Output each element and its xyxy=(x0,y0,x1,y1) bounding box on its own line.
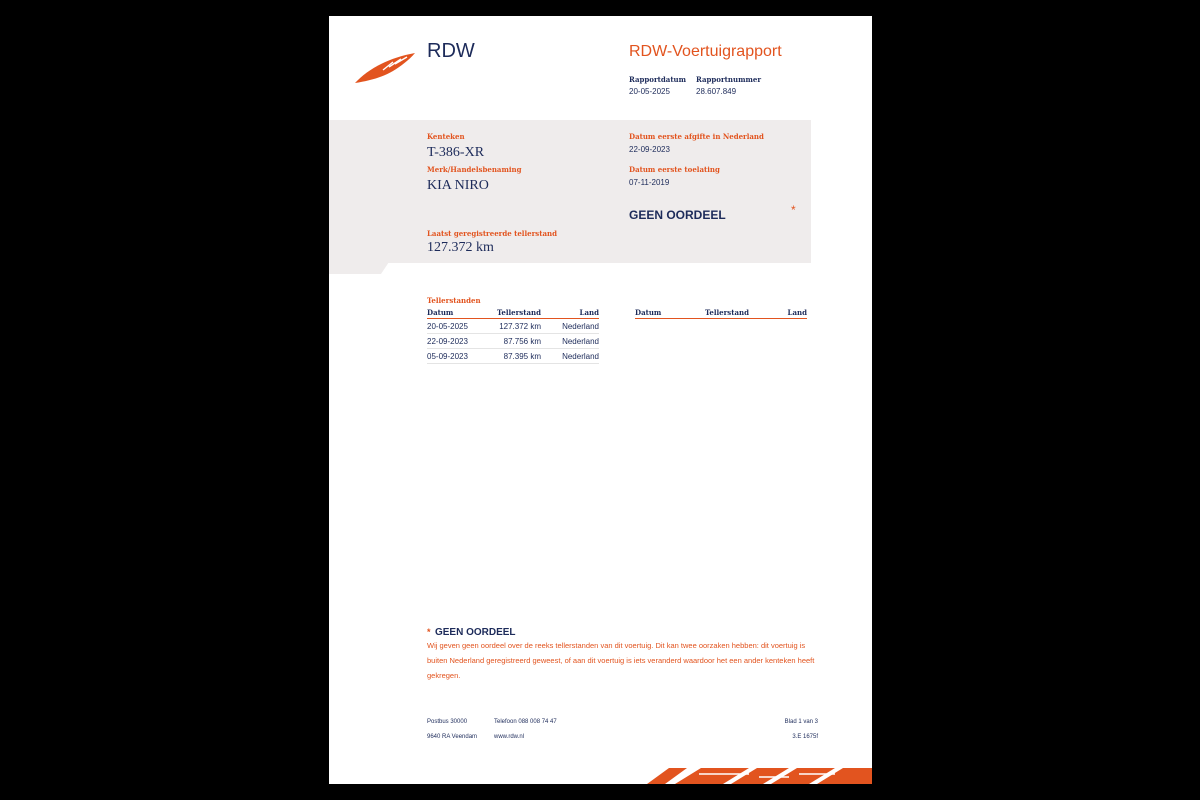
vehicle-summary-panel xyxy=(329,120,811,263)
make-label: Merk/Handelsbenaming xyxy=(427,165,522,174)
verdict-text: GEEN OORDEEL xyxy=(629,208,726,222)
footer-page-number: Blad 1 van 3 xyxy=(784,719,818,725)
row-country: Nederland xyxy=(541,319,599,334)
footnote-text: Wij geven geen oordeel over de reeks tellerstanden van dit voertuig. Dit kan twee oorzaken hebben: dit voertuig is buiten Nederland geregistreerd geweest, of aan dit voertuig is iets veranderd waardoor het een ander kenteken heeft gekregen. xyxy=(427,641,815,680)
table-header-row xyxy=(635,307,807,319)
column-header-reading: Tellerstand xyxy=(695,307,749,319)
brand-name: RDW xyxy=(427,40,475,62)
first-admission-value: 07-11-2019 xyxy=(629,178,670,187)
verdict-marker: * xyxy=(791,203,796,217)
report-number-label: Rapportnummer xyxy=(696,75,762,84)
footer-phone: Telefoon 088 008 74 47 xyxy=(494,719,557,725)
footnote-title: GEEN OORDEEL xyxy=(434,627,516,638)
table-row xyxy=(427,319,599,334)
panel-notch-shape xyxy=(329,262,389,274)
footnote-marker: * xyxy=(427,627,431,637)
column-header-reading: Tellerstand xyxy=(487,307,541,319)
column-header-country: Land xyxy=(749,307,807,319)
report-date-label: Rapportdatum xyxy=(629,75,687,84)
row-reading: 87.395 km xyxy=(487,349,541,364)
row-date: 22-09-2023 xyxy=(427,334,487,349)
plate-label: Kenteken xyxy=(427,132,465,141)
report-title: RDW-Voertuigrapport xyxy=(629,43,782,60)
row-reading: 127.372 km xyxy=(487,319,541,334)
column-header-country: Land xyxy=(541,307,599,319)
last-odometer-label: Laatst geregistreerde tellerstand xyxy=(427,229,557,238)
footer-address-line2: 9640 RA Veendam xyxy=(427,734,478,740)
footer-address-line1: Postbus 30000 xyxy=(427,719,468,725)
report-date: 20-05-2025 xyxy=(629,87,670,96)
odometer-section-title: Tellerstanden xyxy=(427,296,481,305)
decorative-stripes-icon xyxy=(639,764,872,784)
row-date: 05-09-2023 xyxy=(427,349,487,364)
make-value: KIA NIRO xyxy=(427,178,489,193)
column-header-date: Datum xyxy=(635,307,695,319)
rdw-feather-logo-icon xyxy=(353,50,417,86)
row-date: 20-05-2025 xyxy=(427,319,487,334)
plate-value: T-386-XR xyxy=(427,145,485,160)
table-row xyxy=(427,349,599,364)
first-nl-label: Datum eerste afgifte in Nederland xyxy=(629,132,764,141)
row-country: Nederland xyxy=(541,349,599,364)
first-nl-value: 22-09-2023 xyxy=(629,145,670,154)
last-odometer-value: 127.372 km xyxy=(427,240,494,255)
column-header-date: Datum xyxy=(427,307,487,319)
footer-website: www.rdw.nl xyxy=(494,734,525,740)
report-number: 28.607.849 xyxy=(696,87,737,96)
report-page xyxy=(329,16,872,784)
footer-code: 3.E 1675f xyxy=(792,734,818,740)
odometer-table-right xyxy=(635,307,807,319)
table-row xyxy=(427,334,599,349)
row-country: Nederland xyxy=(541,334,599,349)
row-reading: 87.756 km xyxy=(487,334,541,349)
table-header-row xyxy=(427,307,599,319)
first-admission-label: Datum eerste toelating xyxy=(629,165,720,174)
odometer-table-left xyxy=(427,307,599,364)
